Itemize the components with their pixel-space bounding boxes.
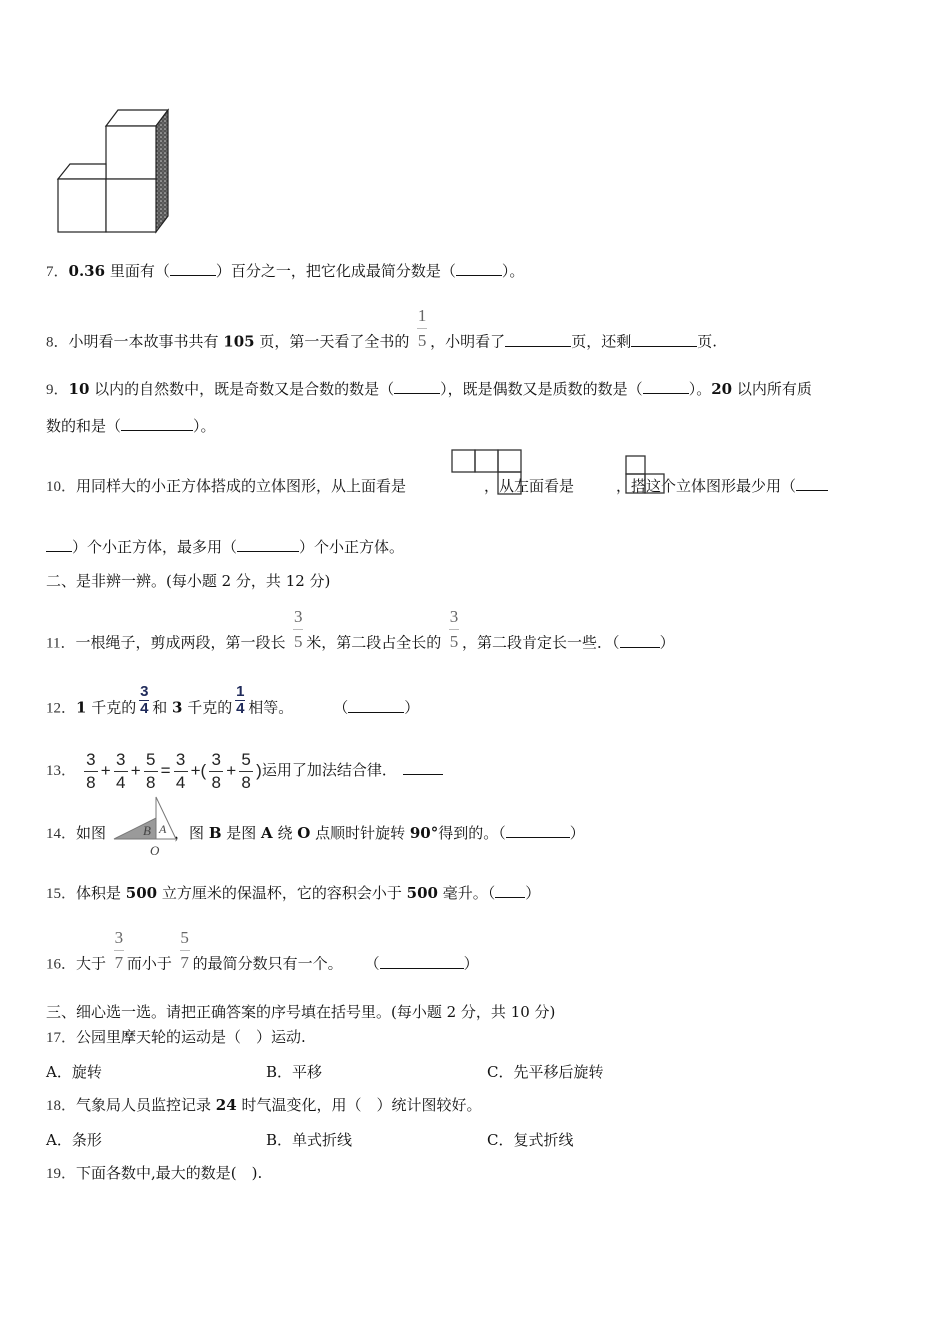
option-18-b[interactable]: B．单式折线 [266, 1131, 353, 1149]
question-13: 13． $\frac{3}{8}$ + $\frac{3}{4}$ + $\frac{5}{8}$ = $\frac{3}{4}$ +( $\frac{3}{8}$ + $\frac{5}{8}$ )运用了加法结合律． [46, 750, 443, 792]
answer-blank[interactable] [348, 698, 404, 713]
answer-blank[interactable] [620, 633, 660, 648]
answer-blank[interactable] [506, 823, 570, 838]
question-19: 19．下面各数中,最大的数是( ). [46, 1164, 263, 1182]
question-17: 17．公园里摩天轮的运动是（ ）运动. [46, 1028, 306, 1046]
question-12: 12．1 千克的 $\frac{3}{4}$ 和 3 千克的 $\frac{1}{4}$ 相等。 （ ） [46, 683, 420, 717]
answer-blank[interactable] [237, 537, 299, 552]
question-8: 8．小明看一本故事书共有 105 页，第一天看了全书的 $\frac{1}{5}$ ，小明看了 页，还剩 页. [46, 306, 717, 351]
top-view-figure [450, 448, 524, 500]
fraction: $\frac{3}{4}$ [114, 751, 128, 792]
answer-blank[interactable] [46, 537, 72, 552]
section-heading-choose: 三、细心选一选。请把正确答案的序号填在括号里。(每小题 2 分，共 10 分) [46, 1003, 556, 1021]
answer-blank[interactable] [403, 760, 443, 775]
left-view-figure [624, 454, 668, 500]
question-7: 7．0.36 里面有（ ）百分之一，把它化成最简分数是（ ）。 [46, 262, 525, 280]
question-15: 15．体积是 500 立方厘米的保温杯，它的容积会小于 500 毫升。（ ） [46, 884, 541, 902]
svg-text:O: O [150, 843, 160, 858]
option-18-a[interactable]: A．条形 [46, 1131, 102, 1149]
fraction: $\frac{3}{4}$ [174, 751, 188, 792]
answer-blank[interactable] [631, 332, 697, 347]
option-17-a[interactable]: A．旋转 [46, 1063, 102, 1081]
question-10: 10．用同样大的小正方体搭成的立体图形，从上面看是 ，从左面看是 ，搭这个立体图形最少用（ [46, 476, 828, 497]
answer-blank[interactable] [121, 416, 193, 431]
question-9: 9．10 以内的自然数中，既是奇数又是合数的数是（ ），既是偶数又是质数的数是（ ）。20 以内所有质 [46, 380, 812, 398]
question-16: 16．大于 $\frac{3}{7}$ 而小于 $\frac{5}{7}$ 的最简分数只有一个。 （ ） [46, 928, 479, 973]
answer-blank[interactable] [643, 379, 689, 394]
answer-blank[interactable] [456, 261, 502, 276]
fraction-1-4: $\frac{1}{4}$ [236, 683, 245, 717]
fraction: $\frac{3}{8}$ [209, 751, 223, 792]
question-14: 14．如图 ，图 B 是图 A 绕 O 点顺时针旋转 90°得到的。（ ） [46, 824, 585, 842]
answer-blank[interactable] [796, 476, 828, 491]
fraction: $\frac{3}{8}$ [84, 751, 98, 792]
rotation-triangle-figure [112, 795, 184, 859]
fraction-3-4: $\frac{3}{4}$ [140, 683, 149, 717]
fraction: $\frac{5}{8}$ [239, 751, 253, 792]
answer-blank[interactable] [394, 379, 440, 394]
fraction-5-7: $\frac{5}{7}$ [180, 928, 189, 972]
option-18-c[interactable]: C．复式折线 [487, 1131, 574, 1149]
section-heading-judge: 二、是非辨一辨。(每小题 2 分，共 12 分) [46, 572, 331, 590]
svg-text:B: B [143, 823, 151, 838]
fraction: $\frac{5}{8}$ [144, 751, 158, 792]
option-17-b[interactable]: B．平移 [266, 1063, 323, 1081]
question-10-cont: ）个小正方体，最多用（ ）个小正方体。 [46, 537, 404, 557]
answer-blank[interactable] [380, 954, 464, 969]
fraction-3-7: $\frac{3}{7}$ [114, 928, 124, 972]
svg-text:A: A [159, 822, 167, 836]
question-9-cont: 数的和是（ ）。 [46, 417, 216, 435]
cubes-figure [52, 104, 172, 234]
answer-blank[interactable] [495, 883, 525, 898]
question-18: 18．气象局人员监控记录 24 时气温变化，用（ ）统计图较好。 [46, 1096, 482, 1114]
fraction-1-5: $\frac{1}{5}$ [417, 306, 427, 350]
answer-blank[interactable] [170, 261, 216, 276]
fraction-3-5: $\frac{3}{5}$ [449, 607, 459, 651]
option-17-c[interactable]: C．先平移后旋转 [487, 1063, 604, 1081]
fraction-3-5: $\frac{3}{5}$ [294, 607, 303, 651]
answer-blank[interactable] [505, 332, 571, 347]
question-11: 11．一根绳子，剪成两段，第一段长 $\frac{3}{5}$ 米，第二段占全长的 $\frac{3}{5}$ ，第二段肯定长一些．（ ） [46, 607, 675, 652]
